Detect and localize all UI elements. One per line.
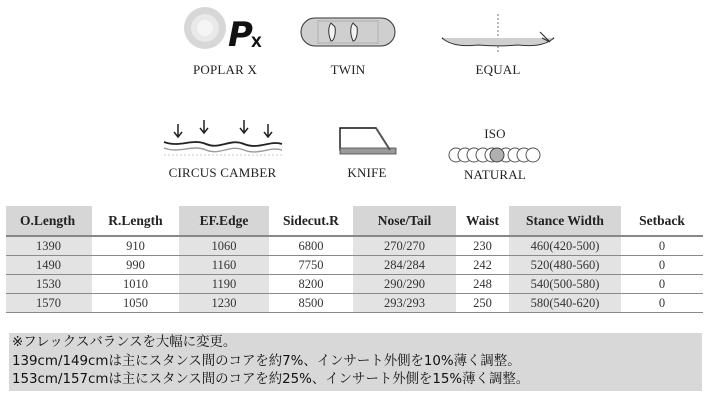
iso-label: ISO bbox=[484, 126, 506, 141]
cell-waist: 248 bbox=[456, 275, 509, 294]
feature-equal bbox=[438, 4, 558, 82]
feature-twin bbox=[298, 4, 398, 82]
header-ef-edge: EF.Edge bbox=[179, 206, 269, 236]
cell-ef-edge: 1230 bbox=[179, 294, 269, 313]
cell-setback: 0 bbox=[621, 256, 703, 275]
feature-knife bbox=[332, 118, 402, 184]
poplar-label: POPLAR X bbox=[192, 62, 258, 77]
cell-r-length: 1050 bbox=[92, 294, 179, 313]
cell-sidecut-r: 7750 bbox=[269, 256, 353, 275]
cell-setback: 0 bbox=[621, 294, 703, 313]
cell-o-length: 1490 bbox=[6, 256, 92, 275]
table-row bbox=[6, 236, 703, 256]
cell-ef-edge: 1160 bbox=[179, 256, 269, 275]
cell-stance-width: 540(500-580) bbox=[509, 275, 621, 294]
cell-setback: 0 bbox=[621, 236, 703, 256]
header-setback: Setback bbox=[639, 212, 685, 228]
header-stance-width: Stance Width bbox=[509, 206, 621, 236]
flex-balance-note bbox=[9, 333, 702, 391]
feature-circus-camber bbox=[160, 118, 285, 184]
spec-table bbox=[6, 206, 703, 313]
iso-natural-core-icon bbox=[440, 144, 550, 166]
feature-iso-natural bbox=[440, 118, 550, 184]
circus-camber-label: CIRCUS CAMBER bbox=[168, 165, 277, 180]
cell-setback: 0 bbox=[621, 275, 703, 294]
twin-label: TWIN bbox=[330, 62, 366, 77]
cell-o-length: 1390 bbox=[6, 236, 92, 256]
natural-label: NATURAL bbox=[463, 167, 527, 182]
knife-edge-icon bbox=[332, 118, 402, 164]
cell-waist: 242 bbox=[456, 256, 509, 275]
cell-stance-width: 580(540-620) bbox=[509, 294, 621, 313]
circus-camber-profile-icon bbox=[160, 120, 285, 160]
cell-nose-tail: 270/270 bbox=[353, 236, 456, 256]
knife-label: KNIFE bbox=[347, 165, 387, 180]
cell-stance-width: 460(420-500) bbox=[509, 236, 621, 256]
table-row bbox=[6, 294, 703, 313]
cell-stance-width: 520(480-560) bbox=[509, 256, 621, 275]
table-header-row bbox=[6, 206, 703, 236]
cell-r-length: 910 bbox=[92, 236, 179, 256]
cell-waist: 230 bbox=[456, 236, 509, 256]
cell-sidecut-r: 6800 bbox=[269, 236, 353, 256]
header-nose-tail: Nose/Tail bbox=[353, 206, 456, 236]
table-row bbox=[6, 275, 703, 294]
cell-sidecut-r: 8500 bbox=[269, 294, 353, 313]
cell-nose-tail: 293/293 bbox=[353, 294, 456, 313]
poplar-logo-letter: P bbox=[228, 15, 253, 55]
header-o-length: O.Length bbox=[6, 206, 92, 236]
feature-poplar-x bbox=[170, 4, 280, 82]
cell-nose-tail: 284/284 bbox=[353, 256, 456, 275]
cell-ef-edge: 1190 bbox=[179, 275, 269, 294]
header-waist: Waist bbox=[465, 212, 499, 228]
cell-r-length: 990 bbox=[92, 256, 179, 275]
header-r-length: R.Length bbox=[108, 212, 163, 228]
cell-r-length: 1010 bbox=[92, 275, 179, 294]
twin-board-icon bbox=[298, 12, 398, 52]
cell-o-length: 1570 bbox=[6, 294, 92, 313]
poplar-logo-sub: X bbox=[251, 35, 262, 51]
table-row bbox=[6, 256, 703, 275]
note-line: 153cm/157cmは主にスタンス間のコアを約25%、インサート外側を15%薄く調整。 bbox=[12, 372, 530, 387]
equal-flex-icon bbox=[438, 8, 558, 58]
cell-ef-edge: 1060 bbox=[179, 236, 269, 256]
note-line: ※フレックスバランスを大幅に変更。 bbox=[12, 335, 237, 350]
cell-waist: 250 bbox=[456, 294, 509, 313]
cell-sidecut-r: 8200 bbox=[269, 275, 353, 294]
poplar-wood-core-icon bbox=[170, 4, 280, 54]
equal-label: EQUAL bbox=[475, 62, 521, 77]
cell-o-length: 1530 bbox=[6, 275, 92, 294]
cell-nose-tail: 290/290 bbox=[353, 275, 456, 294]
note-line: 139cm/149cmは主にスタンス間のコアを約7%、インサート外側を10%薄く調整。 bbox=[12, 353, 521, 369]
header-sidecut-r: Sidecut.R bbox=[283, 212, 339, 228]
